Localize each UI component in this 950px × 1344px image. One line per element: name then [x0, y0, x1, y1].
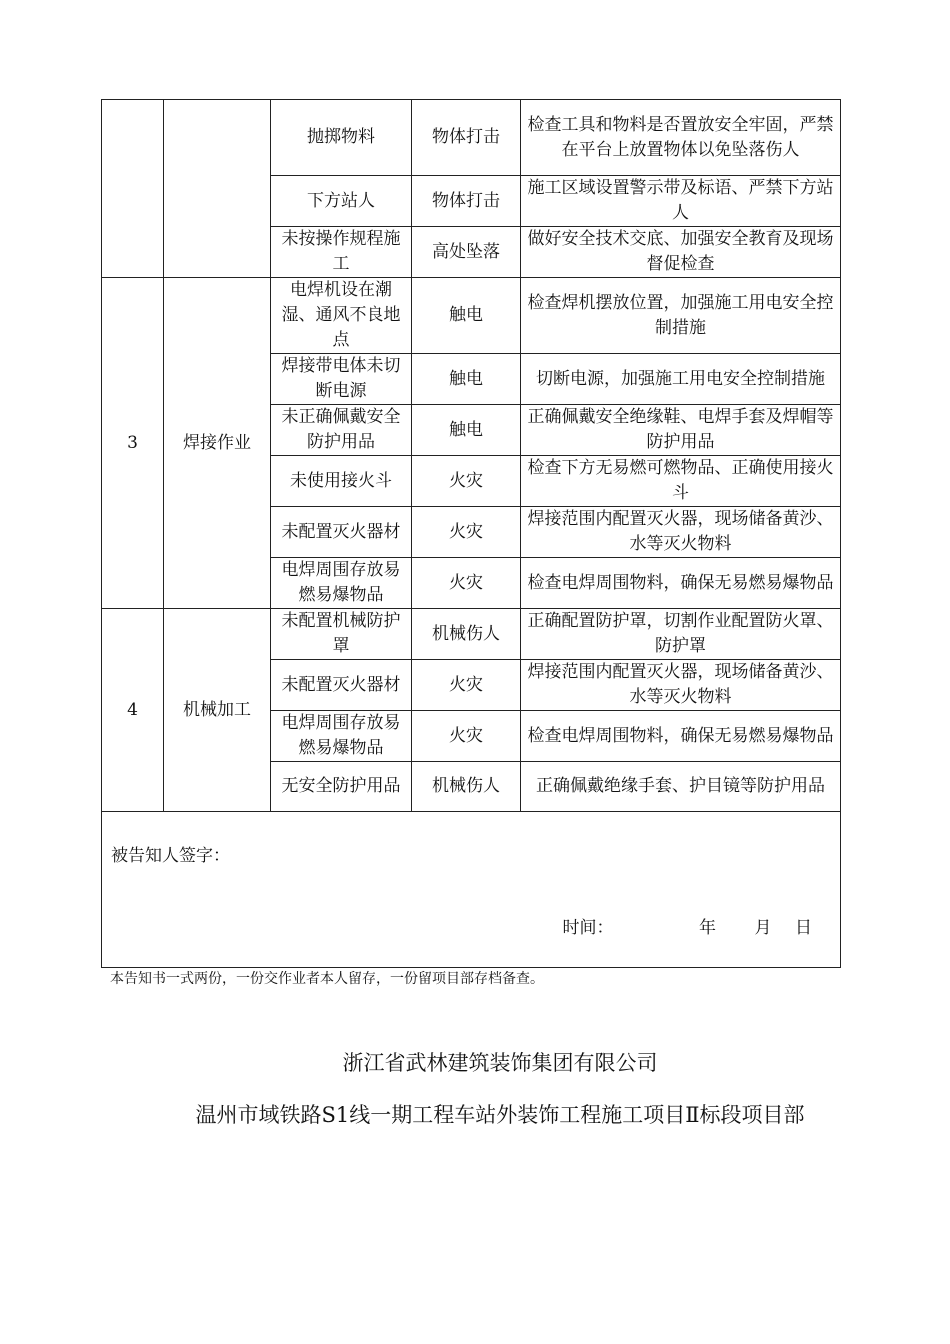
risk-item-cell: 无安全防护用品: [271, 762, 412, 812]
control-measure-cell: 焊接范围内配置灭火器，现场储备黄沙、水等灭火物料: [521, 660, 841, 711]
control-measure-cell: 检查电焊周围物料，确保无易燃易爆物品: [521, 558, 841, 609]
hazard-type-cell: 火灾: [412, 507, 521, 558]
control-measure-cell: 施工区域设置警示带及标语、严禁下方站人: [521, 176, 841, 227]
signature-label: 被告知人签字：: [111, 846, 230, 866]
risk-item-cell: 未配置机械防护罩: [271, 609, 412, 660]
month-label: 月: [754, 918, 772, 938]
row-number-cell: [102, 100, 164, 278]
table-row: [102, 278, 841, 354]
day-label: 日: [795, 918, 812, 938]
control-measure-cell: 切断电源，加强施工用电安全控制措施: [521, 354, 841, 405]
hazard-type-cell: 火灾: [412, 456, 521, 507]
project-department: 温州市域铁路S1线一期工程车站外装饰工程施工项目Ⅱ标段项目部: [195, 1103, 805, 1127]
signature-row: [102, 812, 841, 968]
hazard-type-cell: 物体打击: [412, 176, 521, 227]
footnote: 本告知书一式两份，一份交作业者本人留存，一份留项目部存档备查。: [110, 971, 544, 987]
risk-item-cell: 电焊周围存放易燃易爆物品: [271, 558, 412, 609]
risk-item-cell: 焊接带电体未切断电源: [271, 354, 412, 405]
table-row: [102, 609, 841, 660]
hazard-type-cell: 触电: [412, 405, 521, 456]
row-number-cell: 3: [102, 278, 164, 609]
hazard-type-cell: 火灾: [412, 711, 521, 762]
risk-item-cell: 下方站人: [271, 176, 412, 227]
hazard-type-cell: 火灾: [412, 558, 521, 609]
work-type-cell: [164, 100, 271, 278]
hazard-type-cell: 机械伤人: [412, 609, 521, 660]
control-measure-cell: 检查工具和物料是否置放安全牢固，严禁在平台上放置物体以免坠落伤人: [521, 100, 841, 176]
control-measure-cell: 正确佩戴安全绝缘鞋、电焊手套及焊帽等防护用品: [521, 405, 841, 456]
hazard-type-cell: 物体打击: [412, 100, 521, 176]
signature-date: [562, 916, 812, 941]
risk-item-cell: 抛掷物料: [271, 100, 412, 176]
hazard-type-cell: 火灾: [412, 660, 521, 711]
risk-item-cell: 未配置灭火器材: [271, 507, 412, 558]
control-measure-cell: 正确配置防护罩，切割作业配置防火罩、防护罩: [521, 609, 841, 660]
risk-item-cell: 电焊周围存放易燃易爆物品: [271, 711, 412, 762]
hazard-type-cell: 高处坠落: [412, 227, 521, 278]
hazard-type-cell: 触电: [412, 354, 521, 405]
risk-item-cell: 未正确佩戴安全防护用品: [271, 405, 412, 456]
hazard-type-cell: 触电: [412, 278, 521, 354]
risk-item-cell: 未配置灭火器材: [271, 660, 412, 711]
risk-item-cell: 未使用接火斗: [271, 456, 412, 507]
control-measure-cell: 正确佩戴绝缘手套、护目镜等防护用品: [521, 762, 841, 812]
control-measure-cell: 焊接范围内配置灭火器，现场储备黄沙、水等灭火物料: [521, 507, 841, 558]
year-label: 年: [699, 918, 716, 938]
row-number-cell: 4: [102, 609, 164, 812]
table-row: [102, 100, 841, 176]
risk-item-cell: 电焊机设在潮湿、通风不良地点: [271, 278, 412, 354]
work-type-cell: 焊接作业: [164, 278, 271, 609]
control-measure-cell: 检查电焊周围物料，确保无易燃易爆物品: [521, 711, 841, 762]
hazard-type-cell: 机械伤人: [412, 762, 521, 812]
signature-cell: [102, 812, 841, 968]
company-name: 浙江省武林建筑装饰集团有限公司: [342, 1051, 658, 1075]
control-measure-cell: 检查下方无易燃可燃物品、正确使用接火斗: [521, 456, 841, 507]
control-measure-cell: 做好安全技术交底、加强安全教育及现场督促检查: [521, 227, 841, 278]
risk-item-cell: 未按操作规程施工: [271, 227, 412, 278]
risk-notification-table: [101, 99, 841, 968]
time-label: 时间：: [562, 918, 614, 938]
work-type-cell: 机械加工: [164, 609, 271, 812]
control-measure-cell: 检查焊机摆放位置，加强施工用电安全控制措施: [521, 278, 841, 354]
